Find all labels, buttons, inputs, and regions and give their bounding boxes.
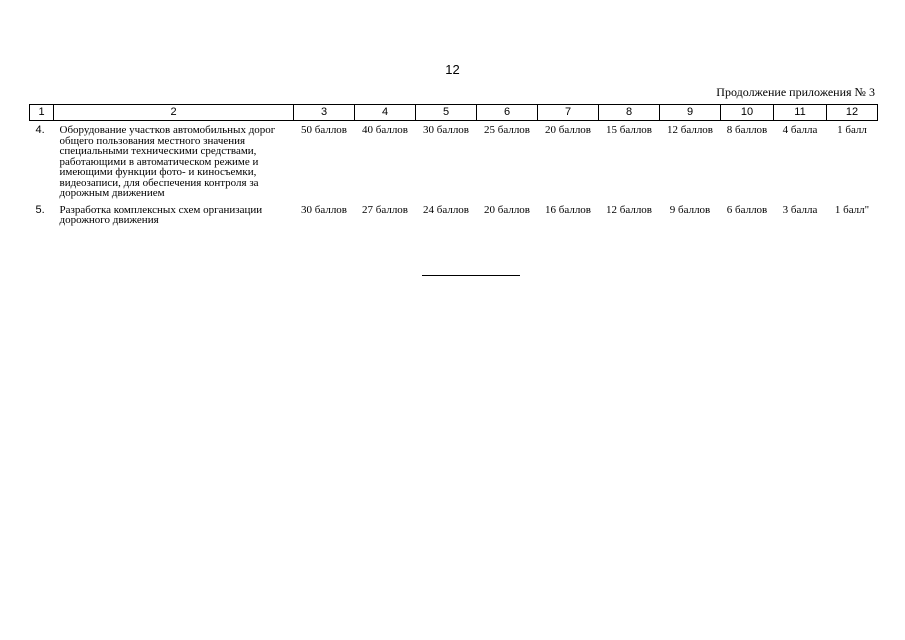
score-cell: 30 баллов — [423, 124, 469, 136]
column-header: 4 — [355, 105, 416, 121]
column-header: 11 — [774, 105, 827, 121]
column-header: 6 — [477, 105, 538, 121]
score-cell: 9 баллов — [669, 203, 711, 216]
column-header: 7 — [538, 105, 599, 121]
score-cell: 4 балла — [782, 124, 818, 136]
column-header: 10 — [721, 105, 774, 121]
page-number: 12 — [445, 62, 460, 77]
score-cell: 30 баллов — [301, 203, 347, 216]
score-cell: 40 баллов — [362, 124, 408, 136]
score-cell: 20 баллов — [484, 203, 530, 216]
end-divider — [422, 275, 520, 276]
score-cell: 16 баллов — [545, 203, 591, 216]
appendix-continuation-note: Продолжение приложения № 3 — [716, 85, 875, 99]
table-header-row — [30, 105, 878, 121]
column-header: 8 — [599, 105, 660, 121]
table-row — [30, 121, 878, 201]
table-row — [30, 201, 878, 228]
row-number: 4. — [35, 124, 45, 136]
column-header: 3 — [294, 105, 355, 121]
score-cell: 24 баллов — [423, 203, 469, 216]
row-description: Оборудование участков автомобильных дорог общего пользования местного значения специальными техническими средствами, работающими в автоматическом режиме и имеющими функции фото- и киносъемки, видеозаписи, для обеспечения контроля за дорожным движением — [59, 124, 276, 199]
score-cell: 15 баллов — [606, 124, 652, 136]
column-header: 2 — [54, 105, 294, 121]
scoring-table — [29, 104, 878, 228]
score-cell: 12 баллов — [667, 124, 713, 136]
column-header: 1 — [30, 105, 54, 121]
score-cell: 1 балл" — [834, 203, 870, 216]
row-number: 5. — [35, 203, 45, 216]
score-cell: 50 баллов — [301, 124, 347, 136]
score-cell: 1 балл — [837, 124, 867, 136]
column-header: 5 — [416, 105, 477, 121]
column-header: 12 — [827, 105, 878, 121]
score-cell: 6 баллов — [726, 203, 768, 216]
column-header: 9 — [660, 105, 721, 121]
score-cell: 25 баллов — [484, 124, 530, 136]
score-cell: 3 балла — [782, 203, 818, 216]
score-cell: 27 баллов — [362, 203, 408, 216]
score-cell: 20 баллов — [545, 124, 591, 136]
row-description: Разработка комплексных схем организации дорожного движения — [59, 203, 263, 226]
score-cell: 12 баллов — [606, 203, 652, 216]
score-cell: 8 баллов — [726, 124, 768, 136]
